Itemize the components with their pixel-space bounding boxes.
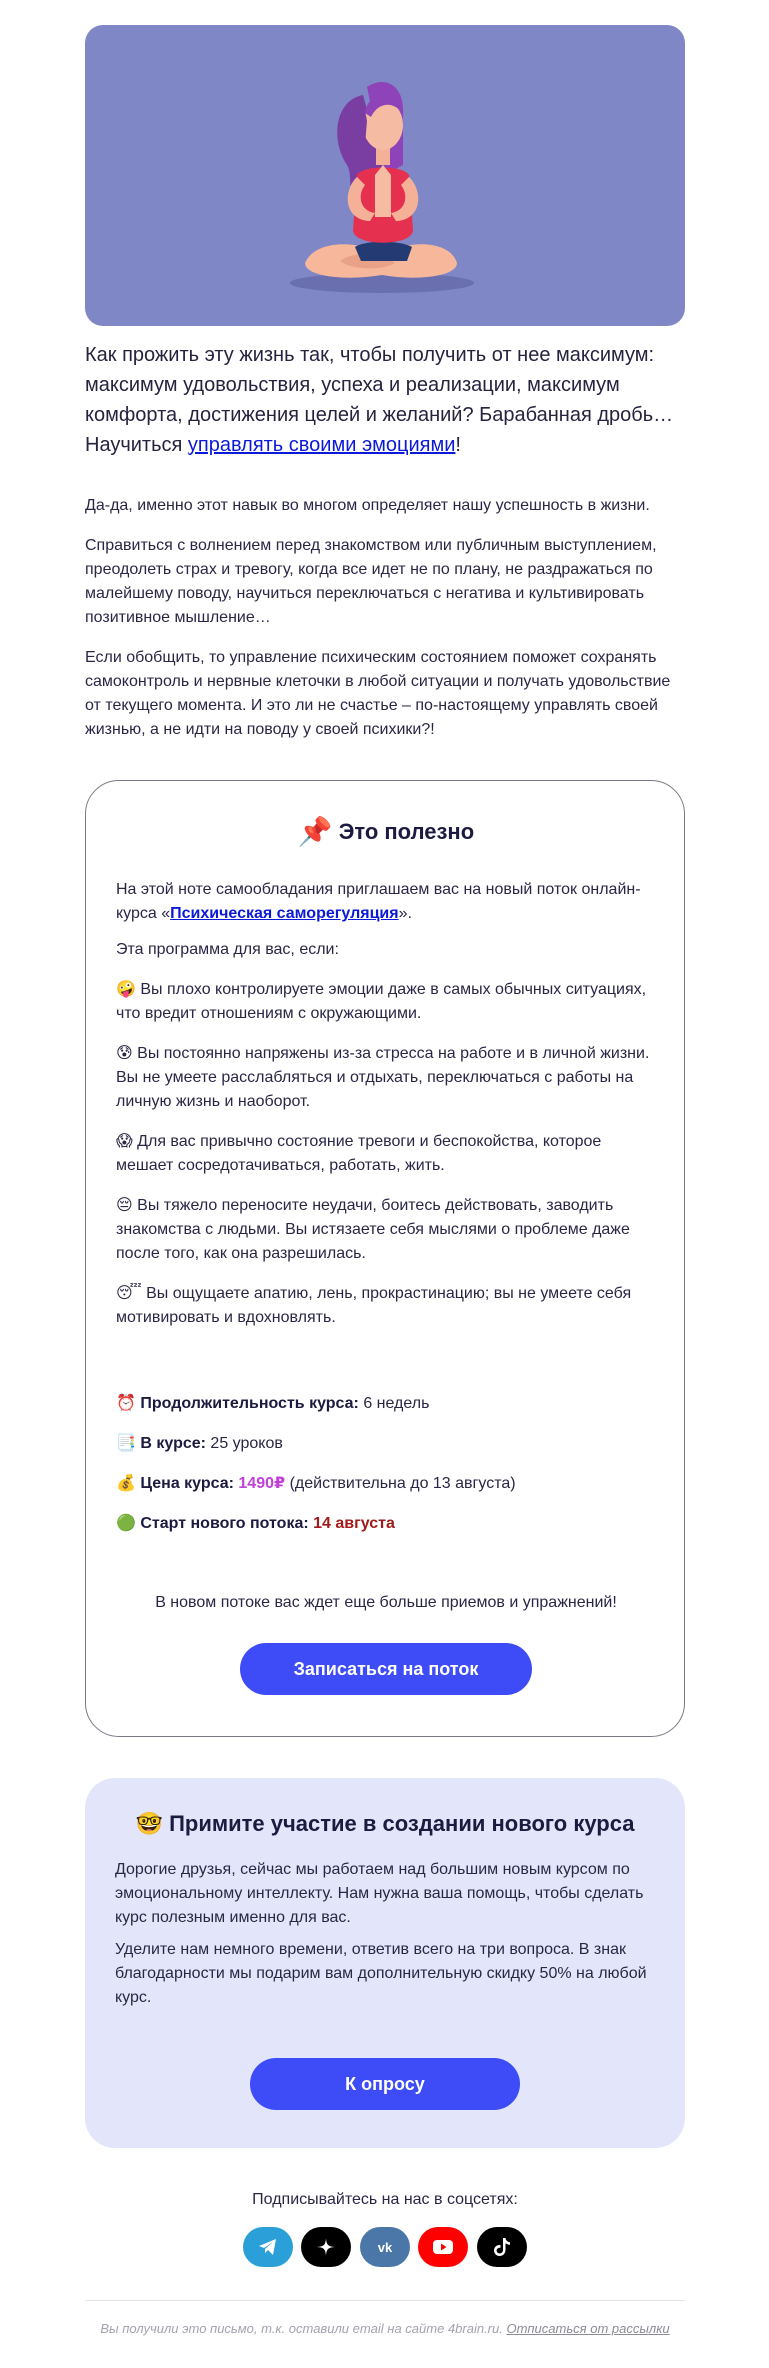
list-item-text: Вы постоянно напряжены из-за стресса на работе и в личной жизни. Вы не умеете расслабляться и отдыхать, переключаться с работы на личную жизнь и наоборот. [116,1045,650,1110]
list-item [116,1130,656,1178]
tiktok-icon[interactable] [477,2227,527,2267]
survey-title [85,1808,685,1840]
paragraph: Да-да, именно этот навык во многом определяет нашу успешность в жизни. [85,497,650,514]
list-item-text: Для вас привычно состояние тревоги и беспокойства, которое мешает сосредотачиваться, работать, жить. [116,1133,602,1174]
emotions-link[interactable]: управлять своими эмоциями [187,434,456,456]
list-item [116,1282,656,1330]
price-note: (действительна до 13 августа) [289,1475,516,1492]
telegram-icon[interactable] [243,2227,293,2267]
pensive-face-icon: 😔 [116,1197,133,1214]
fact-label: Цена курса: [140,1475,234,1492]
enroll-button[interactable]: Записаться на поток [240,1643,532,1695]
course-invite [116,878,656,926]
teaser-text: В новом потоке вас ждет еще больше приемов и упражнений! [155,1594,617,1611]
course-card-title-text: Это полезно [338,819,475,844]
crazy-face-icon: 🤪 [116,981,136,998]
course-invite-end: ». [398,905,412,922]
list-item-text: Вы ощущаете апатию, лень, прокрастинацию; вы не умеете себя мотивировать и вдохновлять. [116,1285,632,1326]
for-you-text: Эта программа для вас, если: [116,941,339,958]
list-item [116,1194,656,1266]
green-circle-icon: 🟢 [116,1515,136,1532]
document-icon: 📑 [116,1435,136,1452]
fact-price [116,1472,656,1496]
youtube-icon[interactable] [418,2227,468,2267]
meditation-illustration [85,25,685,326]
fact-label: Продолжительность курса: [140,1395,359,1412]
fact-label: Старт нового потока: [140,1515,309,1532]
footer-divider [85,2300,685,2301]
course-invite-text: На этой ноте самообладания приглашаем вас на новый поток онлайн-курса « [116,881,641,922]
social-label: Подписывайтесь на нас в соцсетях: [252,2191,518,2208]
screaming-face-icon: 😱 [116,1133,133,1150]
unsubscribe-link[interactable]: Отписаться от рассылки [506,2321,670,2336]
paragraph: Если обобщить, то управление психическим состоянием поможет сохранять самоконтроль и нервные клеточки в любой ситуации и получать удовольствие от текущего момента. И это ли не счастье – по-настоящему управлять своей жизнью, а не идти на поводу у своей психики?! [85,649,671,738]
paragraph: Справиться с волнением перед знакомством или публичным выступлением, преодолеть страх и тревогу, когда все идет не по плану, не раздражаться по малейшему поводу, научиться переключаться с негатива и культивировать позитивное мышление… [85,537,657,626]
intro-text [85,340,685,460]
nerd-face-icon: 🤓 [135,1811,163,1836]
list-item [116,1042,656,1114]
list-item [116,978,656,1026]
fact-start [116,1512,656,1536]
footer [85,2320,685,2338]
survey-text: Дорогие друзья, сейчас мы работаем над большим новым курсом по эмоциональному интеллекту. Нам нужна ваша помощь, чтобы сделать курс полезным именно для вас. [115,1861,644,1926]
course-card [85,780,685,1737]
list-item-text: Вы плохо контролируете эмоции даже в самых обычных ситуациях, что вредит отношениям с окружающими. [116,981,647,1022]
intro-text-part: Как прожить эту жизнь так, чтобы получить от нее максимум: максимум удовольствия, успеха и реализации, максимум комфорта, достижения целей и желаний? Барабанная дробь… Научиться [85,344,674,456]
course-link[interactable]: Психическая саморегуляция [170,905,399,922]
social-links [243,2227,527,2267]
anxious-face-icon: 😰 [116,1045,133,1062]
pushpin-icon: 📌 [297,816,333,847]
sleeping-face-icon: 😴 [116,1285,142,1302]
survey-text: Уделите нам немного времени, ответив всего на три вопроса. В знак благодарности мы подарим вам дополнительную скидку 50% на любой курс. [115,1941,647,2006]
vk-icon[interactable]: vk [360,2227,410,2267]
dzen-icon[interactable] [301,2227,351,2267]
course-card-title [86,816,686,848]
alarm-clock-icon: ⏰ [116,1395,136,1412]
intro-text-end: ! [455,434,461,456]
fact-value: 6 недель [363,1395,430,1412]
fact-lessons [116,1432,656,1456]
footer-text: Вы получили это письмо, т.к. оставили email на сайте 4brain.ru. [100,2321,507,2336]
price-value: 1490₽ [238,1475,286,1492]
hero-image [85,25,685,326]
survey-button[interactable]: К опросу [250,2058,520,2110]
survey-card [85,1778,685,2148]
survey-title-text: Примите участие в создании нового курса [169,1811,635,1836]
fact-duration [116,1392,656,1416]
money-bag-icon: 💰 [116,1475,136,1492]
start-date: 14 августа [313,1515,395,1532]
fact-value: 25 уроков [210,1435,283,1452]
list-item-text: Вы тяжело переносите неудачи, боитесь действовать, заводить знакомства с людьми. Вы истязаете себя мыслями о проблеме даже после того, как она разрешилась. [116,1197,630,1262]
fact-label: В курсе: [140,1435,206,1452]
